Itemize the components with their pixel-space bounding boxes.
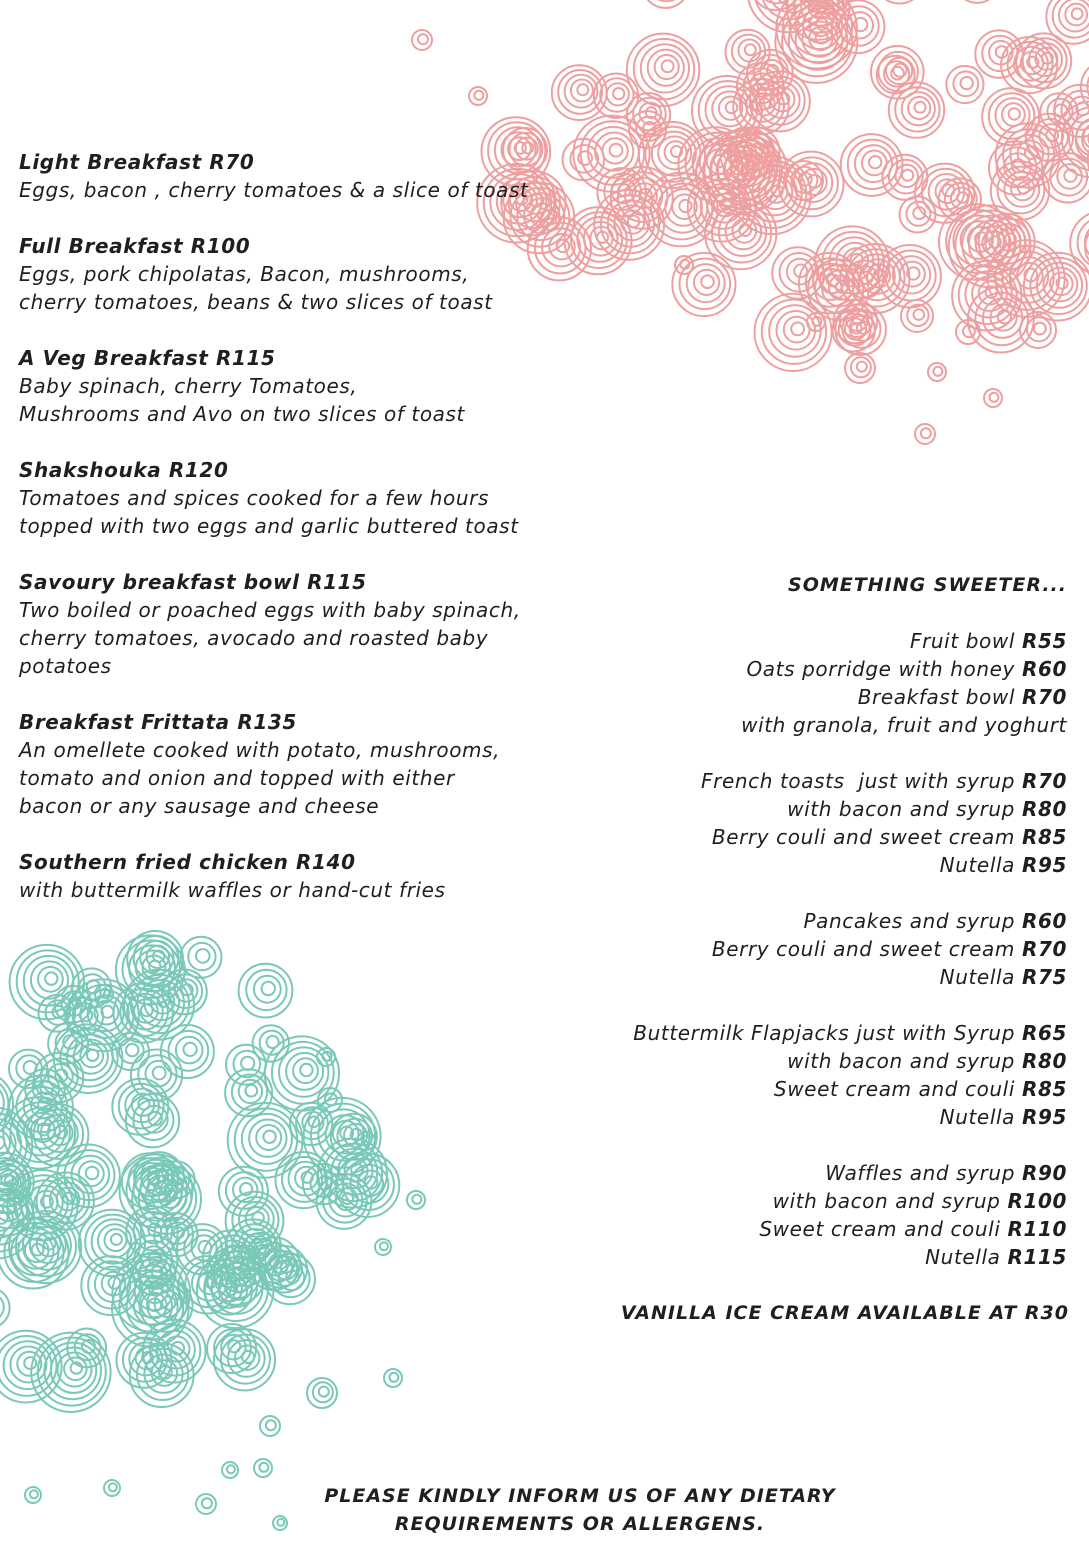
sweeter-line [507, 1187, 1067, 1215]
sweeter-line [507, 795, 1067, 823]
sweeter-item-price: R95 [1021, 1105, 1067, 1129]
menu-item-description: Two boiled or poached eggs with baby spinach, cherry tomatoes, avocado and roasted baby potatoes [19, 598, 521, 678]
sweeter-item-price: R95 [1021, 853, 1067, 877]
sweeter-item-text: Nutella [925, 1245, 1008, 1269]
sweeter-item-text: Sweet cream and couli [773, 1077, 1022, 1101]
sweeter-item-text: Waffles and syrup [825, 1161, 1022, 1185]
sweeter-line [507, 1047, 1067, 1075]
sweeter-item-price: R80 [1021, 1049, 1067, 1073]
sweeter-item-text: Nutella [939, 853, 1022, 877]
sweeter-item-text: with granola, fruit and yoghurt [741, 713, 1067, 737]
footer-line-2: REQUIREMENTS OR ALLERGENS. [394, 1513, 766, 1535]
menu-item [19, 344, 599, 428]
sweeter-item-price: R115 [1007, 1245, 1067, 1269]
sweeter-item-price: R85 [1021, 1077, 1067, 1101]
sweeter-item-price: R90 [1021, 1161, 1067, 1185]
teal-swirl-cluster [0, 931, 425, 1530]
sweeter-groups [507, 627, 1067, 1271]
sweeter-line [507, 711, 1067, 739]
sweeter-item-text: Fruit bowl [909, 629, 1022, 653]
sweeter-item-text: with bacon and syrup [787, 1049, 1022, 1073]
sweeter-item-price: R70 [1021, 685, 1067, 709]
sweeter-item-text: Berry couli and sweet cream [711, 825, 1022, 849]
menu-item [19, 232, 599, 316]
menu-item [19, 148, 599, 204]
sweeter-line [507, 767, 1067, 795]
sweeter-item-text: with bacon and syrup [787, 797, 1022, 821]
sweeter-item-text: Sweet cream and couli [759, 1217, 1008, 1241]
sweeter-item-price: R100 [1007, 1189, 1067, 1213]
sweeter-item-price: R60 [1021, 657, 1067, 681]
sweeter-item-price: R70 [1021, 769, 1067, 793]
sweeter-item-text: with bacon and syrup [772, 1189, 1008, 1213]
menu-item-title: Breakfast Frittata R135 [19, 710, 297, 734]
menu-item-title: A Veg Breakfast R115 [19, 346, 276, 370]
sweeter-item-price: R80 [1021, 797, 1067, 821]
menu-item-description: Eggs, pork chipolatas, Bacon, mushrooms, cherry tomatoes, beans & two slices of toast [19, 262, 493, 314]
sweeter-item-price: R55 [1021, 629, 1067, 653]
sweeter-item-text: Nutella [939, 1105, 1022, 1129]
sweeter-item-text: Berry couli and sweet cream [711, 937, 1022, 961]
sweeter-item-price: R85 [1021, 825, 1067, 849]
menu-item-description: Eggs, bacon , cherry tomatoes & a slice of toast [19, 178, 529, 202]
sweeter-item-text: French toasts just with syrup [701, 769, 1022, 793]
sweeter-line [507, 627, 1067, 655]
menu-item [19, 456, 599, 540]
sweeter-item-text: Pancakes and syrup [803, 909, 1022, 933]
sweeter-line [507, 655, 1067, 683]
sweeter-line [507, 823, 1067, 851]
menu-item-title: Light Breakfast R70 [19, 150, 255, 174]
sweeter-line [507, 1103, 1067, 1131]
menu-item-title: Shakshouka R120 [19, 458, 229, 482]
menu-item-title: Savoury breakfast bowl R115 [19, 570, 367, 594]
sweeter-item-text: Buttermilk Flapjacks just with Syrup [633, 1021, 1022, 1045]
sweeter-item-price: R65 [1021, 1021, 1067, 1045]
sweeter-line [507, 1075, 1067, 1103]
sweeter-item-price: R70 [1021, 937, 1067, 961]
sweeter-item-price: R60 [1021, 909, 1067, 933]
sweeter-group [507, 627, 1067, 739]
sweeter-line [507, 1215, 1067, 1243]
sweeter-group [507, 767, 1067, 879]
sweeter-group [507, 907, 1067, 991]
sweeter-line [507, 851, 1067, 879]
menu-item-description: with buttermilk waffles or hand-cut fries [19, 878, 446, 902]
sweeter-item-text: Oats porridge with honey [746, 657, 1022, 681]
menu-item-description: Tomatoes and spices cooked for a few hours topped with two eggs and garlic buttered toast [19, 486, 519, 538]
sweeter-menu [507, 571, 1067, 1327]
sweeter-line [507, 1019, 1067, 1047]
sweeter-line [507, 935, 1067, 963]
sweeter-group [507, 1019, 1067, 1131]
menu-item-description: Baby spinach, cherry Tomatoes, Mushrooms and Avo on two slices of toast [19, 374, 465, 426]
sweeter-group [507, 1159, 1067, 1271]
sweeter-line [507, 907, 1067, 935]
sweeter-section-title: SOMETHING SWEETER... [788, 574, 1067, 596]
sweeter-line [507, 683, 1067, 711]
sweeter-item-price: R110 [1007, 1217, 1067, 1241]
sweeter-line [507, 1159, 1067, 1187]
sweeter-line [507, 963, 1067, 991]
dietary-footer [280, 1482, 880, 1538]
sweeter-item-text: Nutella [939, 965, 1022, 989]
menu-item-title: Full Breakfast R100 [19, 234, 251, 258]
menu-item-title: Southern fried chicken R140 [19, 850, 356, 874]
menu-item-description: An omellete cooked with potato, mushrooms, tomato and onion and topped with either bacon or any sausage and cheese [19, 738, 501, 818]
sweeter-item-price: R75 [1021, 965, 1067, 989]
sweeter-line [507, 1243, 1067, 1271]
ice-cream-note: VANILLA ICE CREAM AVAILABLE AT R30 [620, 1302, 1069, 1324]
footer-line-1: PLEASE KINDLY INFORM US OF ANY DIETARY [324, 1485, 836, 1507]
sweeter-item-text: Breakfast bowl [857, 685, 1022, 709]
